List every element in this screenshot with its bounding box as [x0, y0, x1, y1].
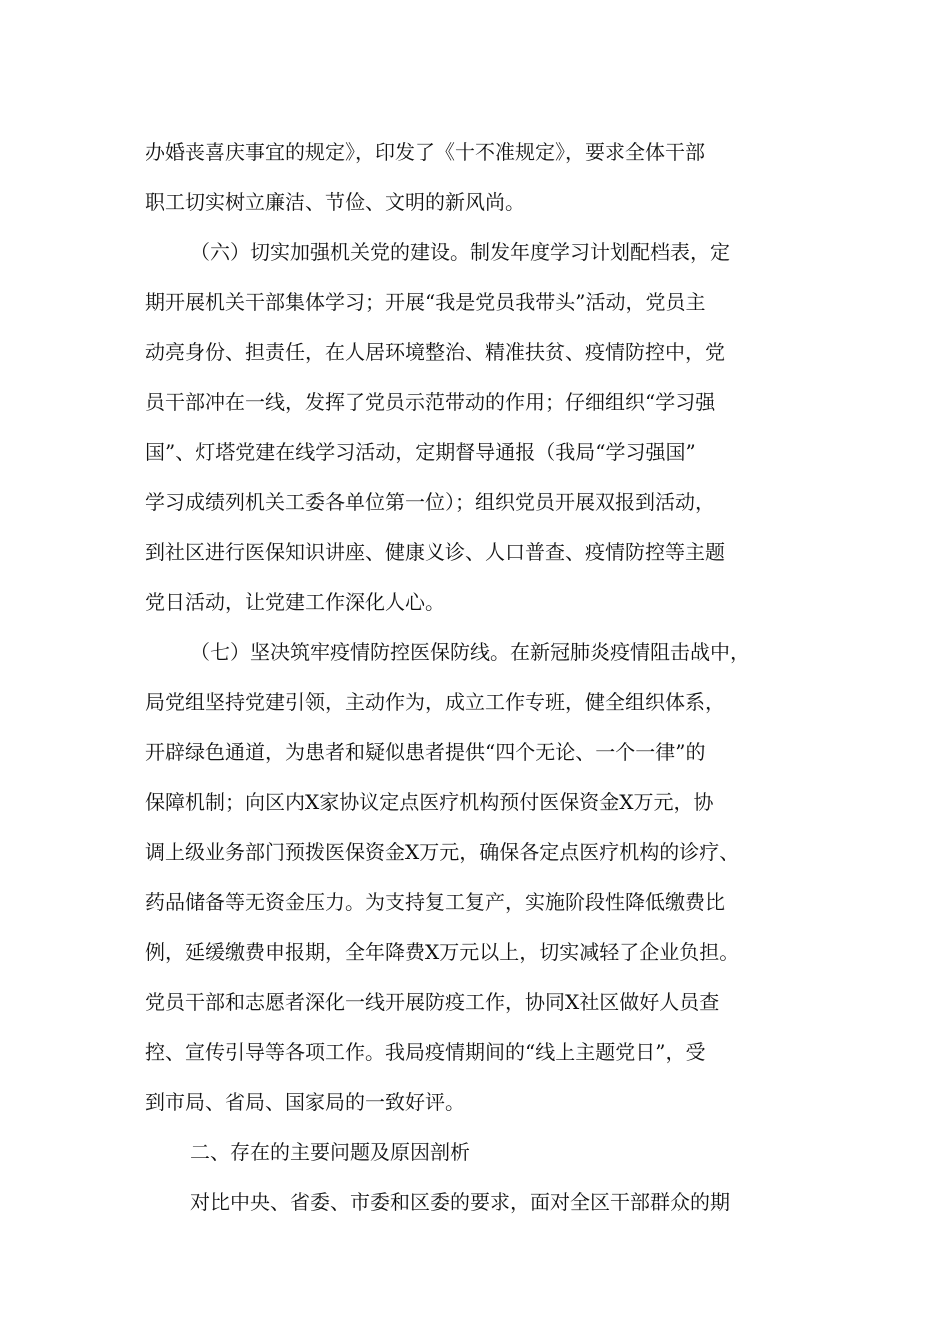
text-line: 对比中央、省委、市委和区委的要求，面对全区干部群众的期: [190, 1190, 730, 1214]
text-line: 调上级业务部门预拨医保资金X万元，确保各定点医疗机构的诊疗、: [145, 840, 740, 864]
text-line: 职工切实树立廉洁、节俭、文明的新风尚。: [145, 190, 525, 214]
text-line: 局党组坚持党建引领，主动作为，成立工作专班，健全组织体系，: [145, 690, 725, 714]
paragraph-seven-heading-line: （七）坚决筑牢疫情防控医保防线。在新冠肺炎疫情阻击战中，: [190, 640, 750, 664]
text-line: 办婚丧喜庆事宜的规定》，印发了《十不准规定》，要求全体干部: [145, 140, 705, 164]
text-line: 员干部冲在一线，发挥了党员示范带动的作用；仔细组织“学习强: [145, 390, 716, 414]
section-heading: 二、存在的主要问题及原因剖析: [190, 1140, 470, 1164]
text-line: 例，延缓缴费申报期，全年降费X万元以上，切实减轻了企业负担。: [145, 940, 740, 964]
text-line: 期开展机关干部集体学习；开展“我是党员我带头”活动，党员主: [145, 290, 706, 314]
text-line: 药品储备等无资金压力。为支持复工复产，实施阶段性降低缴费比: [145, 890, 725, 914]
text-line: 到市局、省局、国家局的一致好评。: [145, 1090, 465, 1114]
text-line: 学习成绩列机关工委各单位第一位）；组织党员开展双报到活动，: [145, 490, 715, 514]
text-line: 党员干部和志愿者深化一线开展防疫工作，协同X社区做好人员查: [145, 990, 720, 1014]
text-line: 保障机制；向区内X家协议定点医疗机构预付医保资金X万元，协: [145, 790, 714, 814]
text-line: 到社区进行医保知识讲座、健康义诊、人口普查、疫情防控等主题: [145, 540, 725, 564]
text-line: 动亮身份、担责任，在人居环境整治、精准扶贫、疫情防控中，党: [145, 340, 725, 364]
text-line: 国”、灯塔党建在线学习活动，定期督导通报（我局“学习强国”: [145, 440, 696, 464]
paragraph-six-heading-line: （六）切实加强机关党的建设。制发年度学习计划配档表，定: [190, 240, 730, 264]
text-line: 开辟绿色通道，为患者和疑似患者提供“四个无论、一个一律”的: [145, 740, 706, 764]
text-line: 党日活动，让党建工作深化人心。: [145, 590, 445, 614]
text-line: 控、宣传引导等各项工作。我局疫情期间的“线上主题党日”，受: [145, 1040, 706, 1064]
